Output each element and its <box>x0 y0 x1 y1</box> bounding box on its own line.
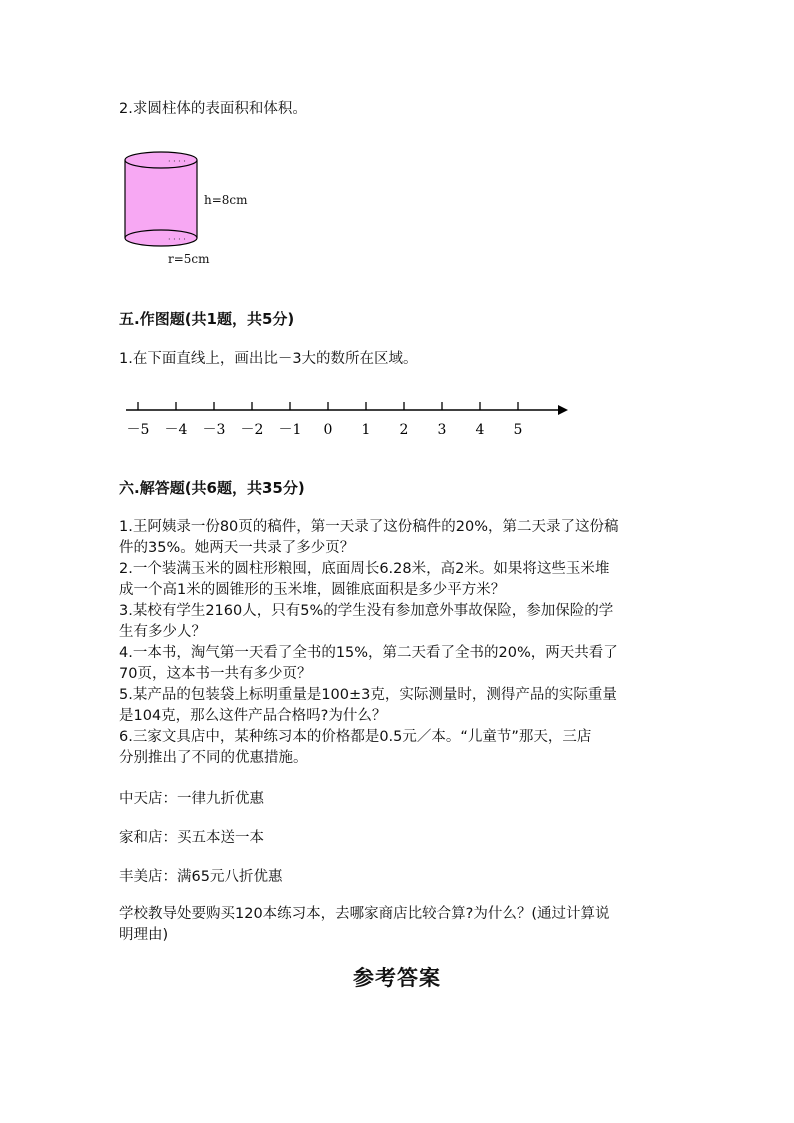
purchase-question-line-1: 学校教导处要购买120本练习本，去哪家商店比较合算?为什么？(通过计算说 <box>119 906 610 922</box>
number-line-label: 1 <box>361 422 371 438</box>
number-line-label: 0 <box>323 422 333 438</box>
svg-text:· · · ·: · · · · <box>168 157 186 166</box>
number-line-label: －4 <box>164 422 188 438</box>
number-line-label: －5 <box>126 422 150 438</box>
number-line-label: 3 <box>437 422 447 438</box>
answer-title: 参考答案 <box>353 965 441 990</box>
radius-label: r=5cm <box>168 252 210 266</box>
store-zhongtian: 中天店：一律九折优惠 <box>119 791 264 807</box>
section-5-question-1: 1.在下面直线上，画出比－3大的数所在区域。 <box>119 351 418 367</box>
number-line <box>118 398 578 442</box>
number-line-label: 2 <box>399 422 409 438</box>
question-2-text: 2.求圆柱体的表面积和体积。 <box>119 101 307 117</box>
problem-6-line-2: 分别推出了不同的优惠措施。 <box>119 750 308 766</box>
problem-6-line-1: 6.三家文具店中，某种练习本的价格都是0.5元／本。“儿童节”那天，三店 <box>119 729 592 745</box>
store-jiahe: 家和店：买五本送一本 <box>119 830 264 846</box>
problem-4-line-2: 70页，这本书一共有多少页？ <box>119 666 312 682</box>
problem-2-line-2: 成一个高1米的圆锥形的玉米堆，圆锥底面积是多少平方米？ <box>119 582 506 598</box>
number-line-label: －2 <box>240 422 264 438</box>
problem-5-line-2: 是104克，那么这件产品合格吗?为什么？ <box>119 708 387 724</box>
arrow-right-icon <box>558 405 568 415</box>
problem-4-line-1: 4.一本书，淘气第一天看了全书的15%，第二天看了全书的20%，两天共看了 <box>119 645 618 661</box>
section-5-heading: 五.作图题(共1题，共5分) <box>119 310 295 328</box>
number-line-label: 5 <box>513 422 523 438</box>
section-6-heading: 六.解答题(共6题，共35分) <box>119 479 305 497</box>
problem-2-line-1: 2.一个装满玉米的圆柱形粮囤，底面周长6.28米，高2米。如果将这些玉米堆 <box>119 561 610 577</box>
problem-3-line-1: 3.某校有学生2160人，只有5%的学生没有参加意外事故保险，参加保险的学 <box>119 603 614 619</box>
problem-1-line-1: 1.王阿姨录一份80页的稿件，第一天录了这份稿件的20%，第二天录了这份稿 <box>119 519 619 535</box>
store-fengmei: 丰美店：满65元八折优惠 <box>119 869 283 885</box>
number-line-label: －1 <box>278 422 302 438</box>
problem-1-line-2: 件的35%。她两天一共录了多少页？ <box>119 540 355 556</box>
problem-5-line-1: 5.某产品的包装袋上标明重量是100±3克，实际测量时，测得产品的实际重量 <box>119 687 617 703</box>
problem-3-line-2: 生有多少人？ <box>119 624 206 640</box>
cylinder-figure <box>118 150 258 270</box>
number-line-label: －3 <box>202 422 226 438</box>
problem-list <box>119 517 679 769</box>
purchase-question-line-2: 明理由) <box>119 927 169 943</box>
purchase-question <box>119 904 679 946</box>
height-label: h=8cm <box>204 193 248 207</box>
number-line-label: 4 <box>475 422 485 438</box>
svg-text:· · · ·: · · · · <box>168 235 186 244</box>
